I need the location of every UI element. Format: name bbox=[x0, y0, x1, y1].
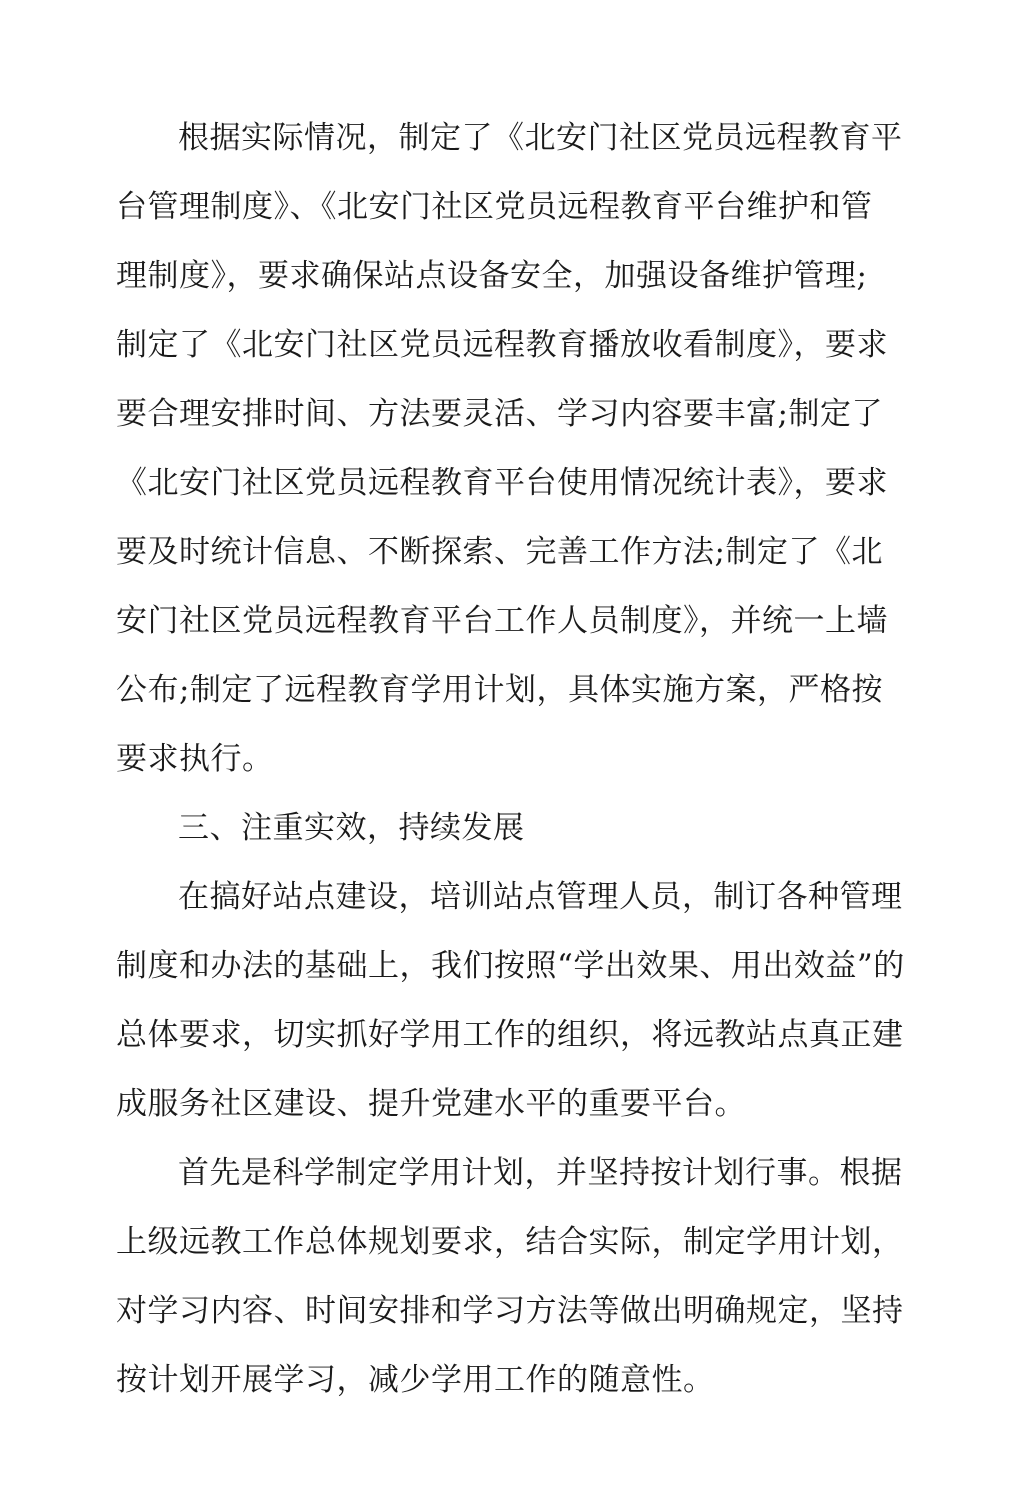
paragraph-1-line-6: 《北安门社区党员远程教育平台使用情况统计表》，要求 bbox=[116, 465, 888, 501]
paragraph-1-line-1: 根据实际情况，制定了《北安门社区党员远程教育平 bbox=[178, 120, 903, 156]
paragraph-1-line-3: 理制度》，要求确保站点设备安全，加强设备维护管理; bbox=[116, 258, 868, 294]
paragraph-3-line-4: 成服务社区建设、提升党建水平的重要平台。 bbox=[116, 1086, 746, 1122]
section-heading: 三、注重实效，持续发展 bbox=[178, 810, 525, 846]
paragraph-1-line-4: 制定了《北安门社区党员远程教育播放收看制度》，要求 bbox=[116, 327, 888, 363]
paragraph-1-line-8: 安门社区党员远程教育平台工作人员制度》，并统一上墙 bbox=[116, 603, 888, 639]
paragraph-4-line-2: 上级远教工作总体规划要求，结合实际，制定学用计划， bbox=[116, 1224, 904, 1260]
paragraph-1-line-2: 台管理制度》、《北安门社区党员远程教育平台维护和管 bbox=[116, 189, 873, 225]
paragraph-1-line-5: 要合理安排时间、方法要灵活、学习内容要丰富;制定了 bbox=[116, 396, 883, 432]
paragraph-1-line-7: 要及时统计信息、不断探索、完善工作方法;制定了《北 bbox=[116, 534, 883, 570]
paragraph-1-line-9: 公布;制定了远程教育学用计划，具体实施方案，严格按 bbox=[116, 672, 883, 708]
paragraph-3-line-1: 在搞好站点建设，培训站点管理人员，制订各种管理 bbox=[178, 879, 903, 915]
paragraph-4-line-1: 首先是科学制定学用计划，并坚持按计划行事。根据 bbox=[178, 1155, 903, 1191]
paragraph-3-line-3: 总体要求，切实抓好学用工作的组织，将远教站点真正建 bbox=[116, 1017, 904, 1053]
paragraph-4-line-3: 对学习内容、时间安排和学习方法等做出明确规定，坚持 bbox=[116, 1293, 904, 1329]
paragraph-3-line-2: 制度和办法的基础上，我们按照“学出效果、用出效益”的 bbox=[116, 948, 905, 984]
paragraph-4-line-4: 按计划开展学习，减少学用工作的随意性。 bbox=[116, 1362, 715, 1398]
paragraph-1-line-10: 要求执行。 bbox=[116, 741, 274, 777]
